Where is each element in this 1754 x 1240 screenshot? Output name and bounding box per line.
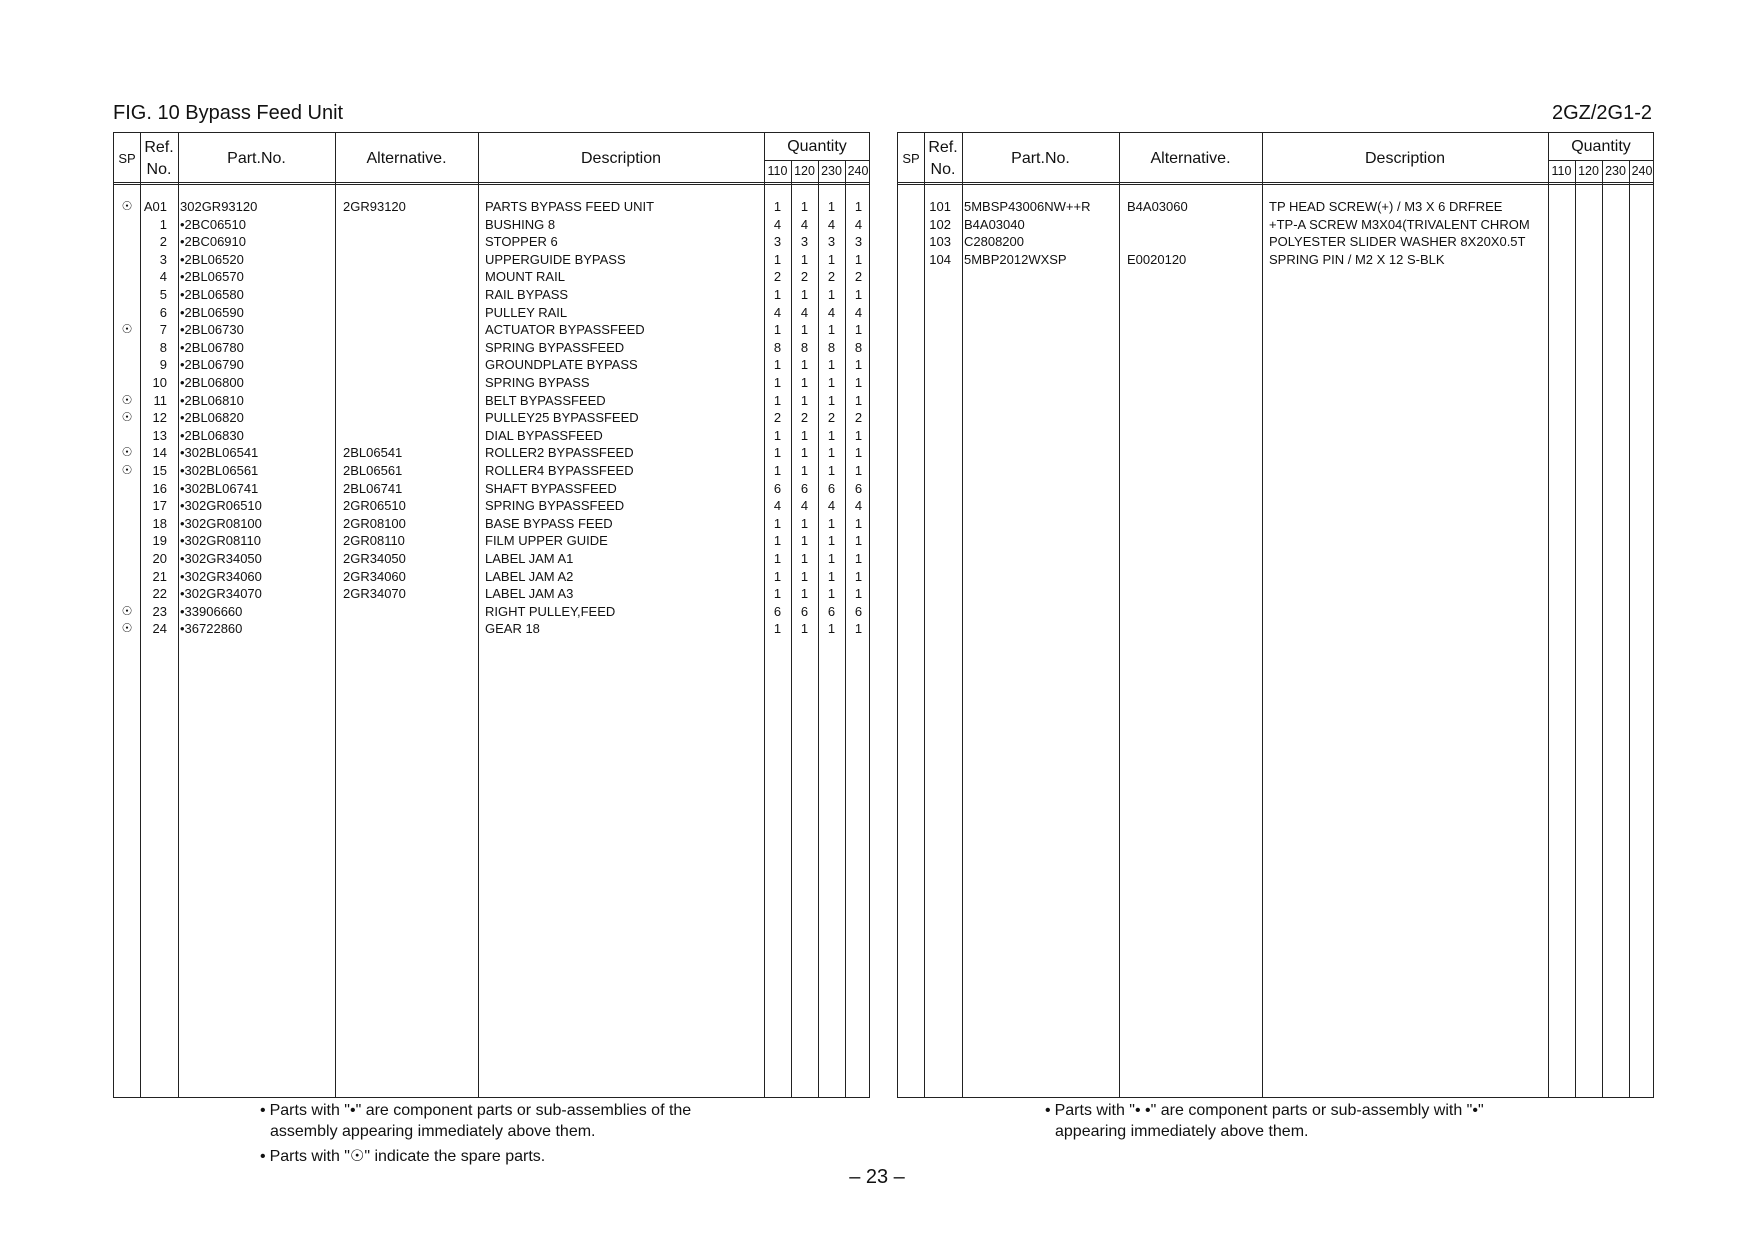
part-no-cell: 5MBP2012WXSP	[964, 251, 1067, 267]
part-no-cell: •2BC06910	[180, 234, 246, 250]
qty-110-cell: 1	[773, 199, 782, 214]
part-no-cell: •302GR08110	[180, 533, 261, 549]
description-cell: PULLEY25 BYPASSFEED	[485, 410, 639, 426]
spare-mark: ☉	[121, 621, 133, 636]
part-no-cell: •302GR34050	[180, 551, 262, 566]
qty-230-cell: 2	[827, 410, 836, 426]
description-cell: FILM UPPER GUIDE	[485, 533, 608, 549]
qty-230-cell: 4	[827, 216, 836, 232]
qty-110-cell: 1	[773, 533, 782, 549]
bullet: •	[260, 1148, 266, 1165]
description-cell: RIGHT PULLEY,FEED	[485, 603, 616, 619]
qty-110-cell: 8	[773, 339, 782, 355]
table-row	[114, 233, 869, 251]
header-quantity: Quantity	[1571, 138, 1631, 155]
part-no-cell: •2BL06730	[180, 322, 244, 338]
bullet: •	[1045, 1102, 1051, 1119]
part-no-cell: •2BL06780	[180, 339, 244, 355]
alternative-cell: E0020120	[1127, 251, 1187, 267]
qty-240-cell: 1	[854, 621, 863, 637]
table-row	[114, 550, 869, 568]
ref-no-cell: 21	[152, 568, 167, 584]
ref-no-cell: 103	[929, 234, 951, 250]
ref-no-cell: 1	[159, 216, 167, 232]
alternative-cell: 2GR08100	[343, 515, 406, 531]
qty-120-cell: 1	[800, 586, 809, 602]
qty-120-cell: 3	[800, 234, 809, 250]
note-line: Parts with "☉" indicate the spare parts.	[269, 1148, 546, 1165]
table-row	[898, 251, 1653, 269]
qty-110-cell: 1	[773, 322, 782, 338]
qty-110-cell: 1	[773, 515, 782, 531]
qty-240-cell: 1	[854, 515, 863, 531]
qty-110-cell: 4	[773, 304, 782, 320]
qty-230-cell: 1	[827, 392, 836, 408]
description-cell: SPRING PIN / M2 X 12 S-BLK	[1269, 251, 1445, 267]
qty-110-cell: 1	[773, 392, 782, 408]
spare-mark: ☉	[121, 392, 133, 407]
table-row	[114, 392, 869, 410]
ref-no-cell: 9	[159, 357, 167, 373]
qty-240-cell: 1	[854, 199, 863, 214]
qty-230-cell: 1	[827, 568, 836, 584]
qty-110-cell: 1	[773, 621, 782, 637]
header-q240: 240	[1631, 164, 1653, 178]
note-line: Parts with "•" are component parts or sub-assemblies of the	[269, 1102, 692, 1119]
part-no-cell: •2BL06830	[180, 427, 244, 443]
table-row	[114, 198, 869, 216]
qty-120-cell: 1	[800, 357, 809, 373]
table-row	[114, 339, 869, 357]
ref-no-cell: 10	[152, 375, 167, 390]
qty-240-cell: 6	[854, 603, 863, 619]
part-no-cell: •2BL06790	[180, 357, 244, 373]
qty-120-cell: 1	[800, 445, 809, 461]
part-no-cell: •302BL06561	[180, 463, 259, 478]
table-row	[114, 568, 869, 586]
spare-mark: ☉	[121, 322, 133, 337]
qty-240-cell: 1	[854, 533, 863, 549]
qty-110-cell: 2	[773, 410, 782, 426]
ref-no-cell: 17	[152, 498, 167, 514]
header-part-no: Part.No.	[227, 149, 286, 167]
ref-no-cell: 22	[152, 586, 167, 602]
qty-230-cell: 1	[827, 357, 836, 373]
spare-mark: ☉	[121, 410, 133, 425]
table-row	[114, 480, 869, 498]
table-row	[114, 444, 869, 462]
description-cell: TP HEAD SCREW(+) / M3 X 6 DRFREE	[1269, 199, 1503, 214]
table-row	[114, 585, 869, 603]
qty-120-cell: 1	[800, 322, 809, 338]
table-row	[114, 216, 869, 234]
ref-no-cell: 102	[929, 216, 951, 232]
ref-no-cell: 18	[152, 515, 167, 531]
ref-no-cell: 101	[929, 199, 951, 214]
part-no-cell: •302BL06541	[180, 445, 259, 461]
qty-230-cell: 1	[827, 533, 836, 549]
table-row	[114, 497, 869, 515]
qty-240-cell: 1	[854, 251, 863, 267]
description-cell: MOUNT RAIL	[485, 269, 565, 285]
header-q240: 240	[847, 164, 869, 178]
qty-240-cell: 2	[854, 269, 863, 285]
qty-240-cell: 1	[854, 357, 863, 373]
description-cell: ROLLER2 BYPASSFEED	[485, 445, 634, 461]
header-sp: SP	[902, 150, 920, 166]
qty-240-cell: 1	[854, 463, 863, 478]
description-cell: LABEL JAM A3	[485, 586, 574, 602]
qty-120-cell: 1	[800, 199, 809, 214]
note-sub-assembly	[1045, 1100, 1484, 1142]
qty-120-cell: 1	[800, 463, 809, 478]
qty-120-cell: 1	[800, 533, 809, 549]
ref-no-cell: 20	[152, 551, 167, 566]
description-cell: +TP-A SCREW M3X04(TRIVALENT CHROM	[1269, 216, 1530, 232]
table-row	[114, 251, 869, 269]
qty-120-cell: 2	[800, 269, 809, 285]
qty-110-cell: 2	[773, 269, 782, 285]
description-cell: LABEL JAM A2	[485, 568, 574, 584]
table-row	[114, 321, 869, 339]
qty-230-cell: 1	[827, 515, 836, 531]
qty-240-cell: 2	[854, 410, 863, 426]
qty-110-cell: 1	[773, 463, 782, 478]
ref-no-cell: 4	[159, 269, 167, 285]
figure-title: FIG. 10 Bypass Feed Unit	[113, 102, 344, 124]
header-alternative: Alternative.	[366, 149, 447, 167]
qty-240-cell: 1	[854, 392, 863, 408]
model-code: 2GZ/2G1-2	[1551, 102, 1652, 124]
ref-no-cell: 15	[152, 463, 167, 478]
qty-240-cell: 6	[854, 480, 863, 496]
table-row	[114, 427, 869, 445]
qty-120-cell: 4	[800, 216, 809, 232]
qty-110-cell: 1	[773, 375, 782, 390]
part-no-cell: •302BL06741	[180, 480, 259, 496]
qty-240-cell: 1	[854, 427, 863, 443]
note-component-parts	[260, 1100, 691, 1142]
qty-240-cell: 4	[854, 498, 863, 514]
description-cell: SHAFT BYPASSFEED	[485, 480, 617, 496]
description-cell: RAIL BYPASS	[485, 287, 569, 302]
qty-240-cell: 1	[854, 287, 863, 302]
alternative-cell: 2BL06561	[343, 463, 403, 478]
qty-110-cell: 6	[773, 480, 782, 496]
header-description: Description	[1364, 149, 1446, 167]
ref-no-cell: 23	[152, 603, 167, 619]
description-cell: SPRING BYPASS	[485, 375, 590, 390]
description-cell: SPRING BYPASSFEED	[485, 339, 625, 355]
qty-230-cell: 8	[827, 339, 836, 355]
qty-120-cell: 1	[800, 515, 809, 531]
ref-no-cell: A01	[143, 199, 167, 214]
part-no-cell: •2BL06570	[180, 269, 244, 285]
spare-mark: ☉	[121, 463, 133, 477]
description-cell: PARTS BYPASS FEED UNIT	[485, 199, 655, 214]
header-q110: 110	[1551, 164, 1572, 178]
description-cell: UPPERGUIDE BYPASS	[485, 251, 626, 267]
spare-mark: ☉	[121, 445, 133, 460]
alternative-cell: 2GR34070	[343, 586, 406, 602]
qty-120-cell: 4	[800, 304, 809, 320]
description-cell: LABEL JAM A1	[485, 551, 574, 566]
header-part-no: Part.No.	[1011, 149, 1070, 167]
table-row	[114, 620, 869, 638]
header-alternative: Alternative.	[1150, 149, 1231, 167]
note-spare-parts	[260, 1146, 545, 1167]
qty-110-cell: 1	[773, 251, 782, 267]
header-q120: 120	[1578, 164, 1599, 178]
qty-230-cell: 1	[827, 551, 836, 566]
description-cell: BUSHING 8	[485, 216, 556, 232]
qty-110-cell: 1	[773, 357, 782, 373]
qty-120-cell: 1	[800, 427, 809, 443]
parts-table-left	[113, 132, 870, 1098]
ref-no-cell: 11	[153, 392, 167, 408]
ref-no-cell: 13	[152, 427, 167, 443]
ref-no-cell: 16	[152, 480, 167, 496]
header-no: No.	[930, 160, 956, 178]
qty-230-cell: 1	[827, 427, 836, 443]
description-cell: ROLLER4 BYPASSFEED	[485, 463, 634, 478]
header-no: No.	[146, 160, 172, 178]
part-no-cell: 5MBSP43006NW++R	[964, 199, 1091, 214]
ref-no-cell: 19	[152, 533, 167, 549]
description-cell: BASE BYPASS FEED	[485, 515, 613, 531]
qty-120-cell: 1	[800, 251, 809, 267]
qty-240-cell: 1	[854, 445, 863, 461]
qty-240-cell: 1	[854, 375, 863, 390]
qty-110-cell: 4	[773, 498, 782, 514]
table-row	[114, 286, 869, 304]
alternative-cell: 2GR34050	[343, 551, 406, 566]
header-quantity: Quantity	[787, 138, 847, 155]
qty-110-cell: 3	[773, 234, 782, 250]
ref-no-cell: 12	[152, 410, 167, 426]
qty-120-cell: 8	[800, 339, 809, 355]
table-row	[898, 216, 1653, 234]
qty-230-cell: 1	[827, 621, 836, 637]
alternative-cell: 2GR06510	[343, 498, 406, 514]
table-row	[898, 198, 1653, 216]
qty-110-cell: 1	[773, 568, 782, 584]
header-q230: 230	[821, 164, 842, 178]
note-line: appearing immediately above them.	[1055, 1123, 1309, 1140]
qty-240-cell: 1	[854, 586, 863, 602]
note-line: assembly appearing immediately above them.	[270, 1123, 596, 1140]
qty-230-cell: 1	[827, 375, 836, 390]
description-cell: GROUNDPLATE BYPASS	[485, 357, 638, 373]
description-cell: GEAR 18	[485, 621, 540, 637]
alternative-cell: 2GR93120	[343, 199, 406, 214]
qty-110-cell: 1	[773, 586, 782, 602]
part-no-cell: •302GR06510	[180, 498, 262, 514]
alternative-cell: 2BL06541	[343, 445, 403, 461]
header-q120: 120	[794, 164, 815, 178]
qty-230-cell: 1	[827, 199, 836, 214]
header-q110: 110	[767, 164, 788, 178]
part-no-cell: •2BL06820	[180, 410, 244, 426]
qty-120-cell: 4	[800, 498, 809, 514]
part-no-cell: C2808200	[964, 234, 1024, 250]
qty-240-cell: 4	[854, 216, 863, 232]
table-row	[114, 304, 869, 322]
table-row	[114, 603, 869, 621]
part-no-cell: B4A03040	[964, 216, 1025, 232]
description-cell: DIAL BYPASSFEED	[485, 427, 603, 443]
qty-240-cell: 3	[854, 234, 863, 250]
part-no-cell: •302GR08100	[180, 515, 262, 531]
qty-120-cell: 6	[800, 480, 809, 496]
part-no-cell: •2BL06810	[180, 392, 244, 408]
table-row	[114, 409, 869, 427]
qty-230-cell: 1	[827, 463, 836, 478]
qty-110-cell: 1	[773, 445, 782, 461]
spare-mark: ☉	[121, 603, 133, 618]
qty-120-cell: 1	[800, 568, 809, 584]
part-no-cell: •2BL06520	[180, 251, 244, 267]
ref-no-cell: 3	[159, 251, 167, 267]
header-ref: Ref.	[144, 138, 174, 156]
qty-230-cell: 2	[827, 269, 836, 285]
qty-120-cell: 1	[800, 621, 809, 637]
part-no-cell: •2BL06590	[180, 304, 244, 320]
qty-120-cell: 1	[800, 392, 809, 408]
ref-no-cell: 2	[159, 234, 167, 250]
qty-120-cell: 6	[800, 603, 809, 619]
ref-no-cell: 5	[159, 287, 167, 302]
qty-120-cell: 1	[800, 287, 809, 302]
qty-120-cell: 1	[800, 375, 809, 390]
description-cell: BELT BYPASSFEED	[485, 392, 606, 408]
qty-120-cell: 2	[800, 410, 809, 426]
header-ref: Ref.	[928, 138, 958, 156]
qty-230-cell: 3	[827, 234, 836, 250]
header-sp: SP	[118, 150, 136, 166]
qty-110-cell: 4	[773, 216, 782, 232]
qty-110-cell: 1	[773, 427, 782, 443]
header-description: Description	[580, 149, 662, 167]
qty-230-cell: 4	[827, 304, 836, 320]
ref-no-cell: 14	[152, 445, 167, 461]
alternative-cell: 2GR08110	[343, 533, 405, 549]
qty-240-cell: 1	[854, 568, 863, 584]
alternative-cell: 2GR34060	[343, 568, 406, 584]
qty-120-cell: 1	[800, 551, 809, 566]
description-cell: PULLEY RAIL	[485, 304, 568, 320]
part-no-cell: •302GR34070	[180, 586, 262, 602]
qty-110-cell: 6	[773, 603, 782, 619]
alternative-cell: B4A03060	[1127, 199, 1188, 214]
description-cell: STOPPER 6	[485, 234, 558, 250]
table-row	[898, 233, 1653, 251]
ref-no-cell: 8	[159, 339, 167, 355]
ref-no-cell: 7	[159, 322, 167, 338]
qty-230-cell: 1	[827, 445, 836, 461]
table-row	[114, 515, 869, 533]
part-no-cell: 302GR93120	[180, 199, 258, 214]
qty-240-cell: 1	[854, 551, 863, 566]
spare-mark: ☉	[121, 199, 133, 213]
part-no-cell: •2BL06800	[180, 375, 244, 390]
qty-230-cell: 6	[827, 480, 836, 496]
alternative-cell: 2BL06741	[343, 480, 403, 496]
description-cell: POLYESTER SLIDER WASHER 8X20X0.5T	[1269, 234, 1526, 250]
ref-no-cell: 24	[152, 621, 167, 637]
qty-230-cell: 1	[827, 322, 836, 338]
table-row	[114, 462, 869, 480]
description-cell: SPRING BYPASSFEED	[485, 498, 625, 514]
bullet: •	[260, 1102, 266, 1119]
part-no-cell: •302GR34060	[180, 568, 262, 584]
table-row	[114, 356, 869, 374]
table-row	[114, 268, 869, 286]
part-no-cell: •2BL06580	[180, 287, 244, 302]
qty-240-cell: 1	[854, 322, 863, 338]
qty-110-cell: 1	[773, 287, 782, 302]
ref-no-cell: 6	[159, 304, 167, 320]
ref-no-cell: 104	[929, 251, 951, 267]
qty-230-cell: 1	[827, 251, 836, 267]
qty-230-cell: 1	[827, 586, 836, 602]
qty-230-cell: 4	[827, 498, 836, 514]
qty-230-cell: 6	[827, 603, 836, 619]
qty-230-cell: 1	[827, 287, 836, 302]
part-no-cell: •33906660	[180, 603, 243, 619]
qty-240-cell: 4	[854, 304, 863, 320]
qty-240-cell: 8	[854, 339, 863, 355]
description-cell: ACTUATOR BYPASSFEED	[485, 322, 645, 338]
parts-table-right	[897, 132, 1654, 1098]
part-no-cell: •36722860	[180, 621, 243, 637]
page-number: – 23 –	[849, 1166, 905, 1188]
part-no-cell: •2BC06510	[180, 216, 246, 232]
table-row	[114, 374, 869, 392]
header-q230: 230	[1605, 164, 1626, 178]
note-line: Parts with "• •" are component parts or sub-assembly with "•"	[1054, 1102, 1484, 1119]
qty-110-cell: 1	[773, 551, 782, 566]
table-row	[114, 532, 869, 550]
